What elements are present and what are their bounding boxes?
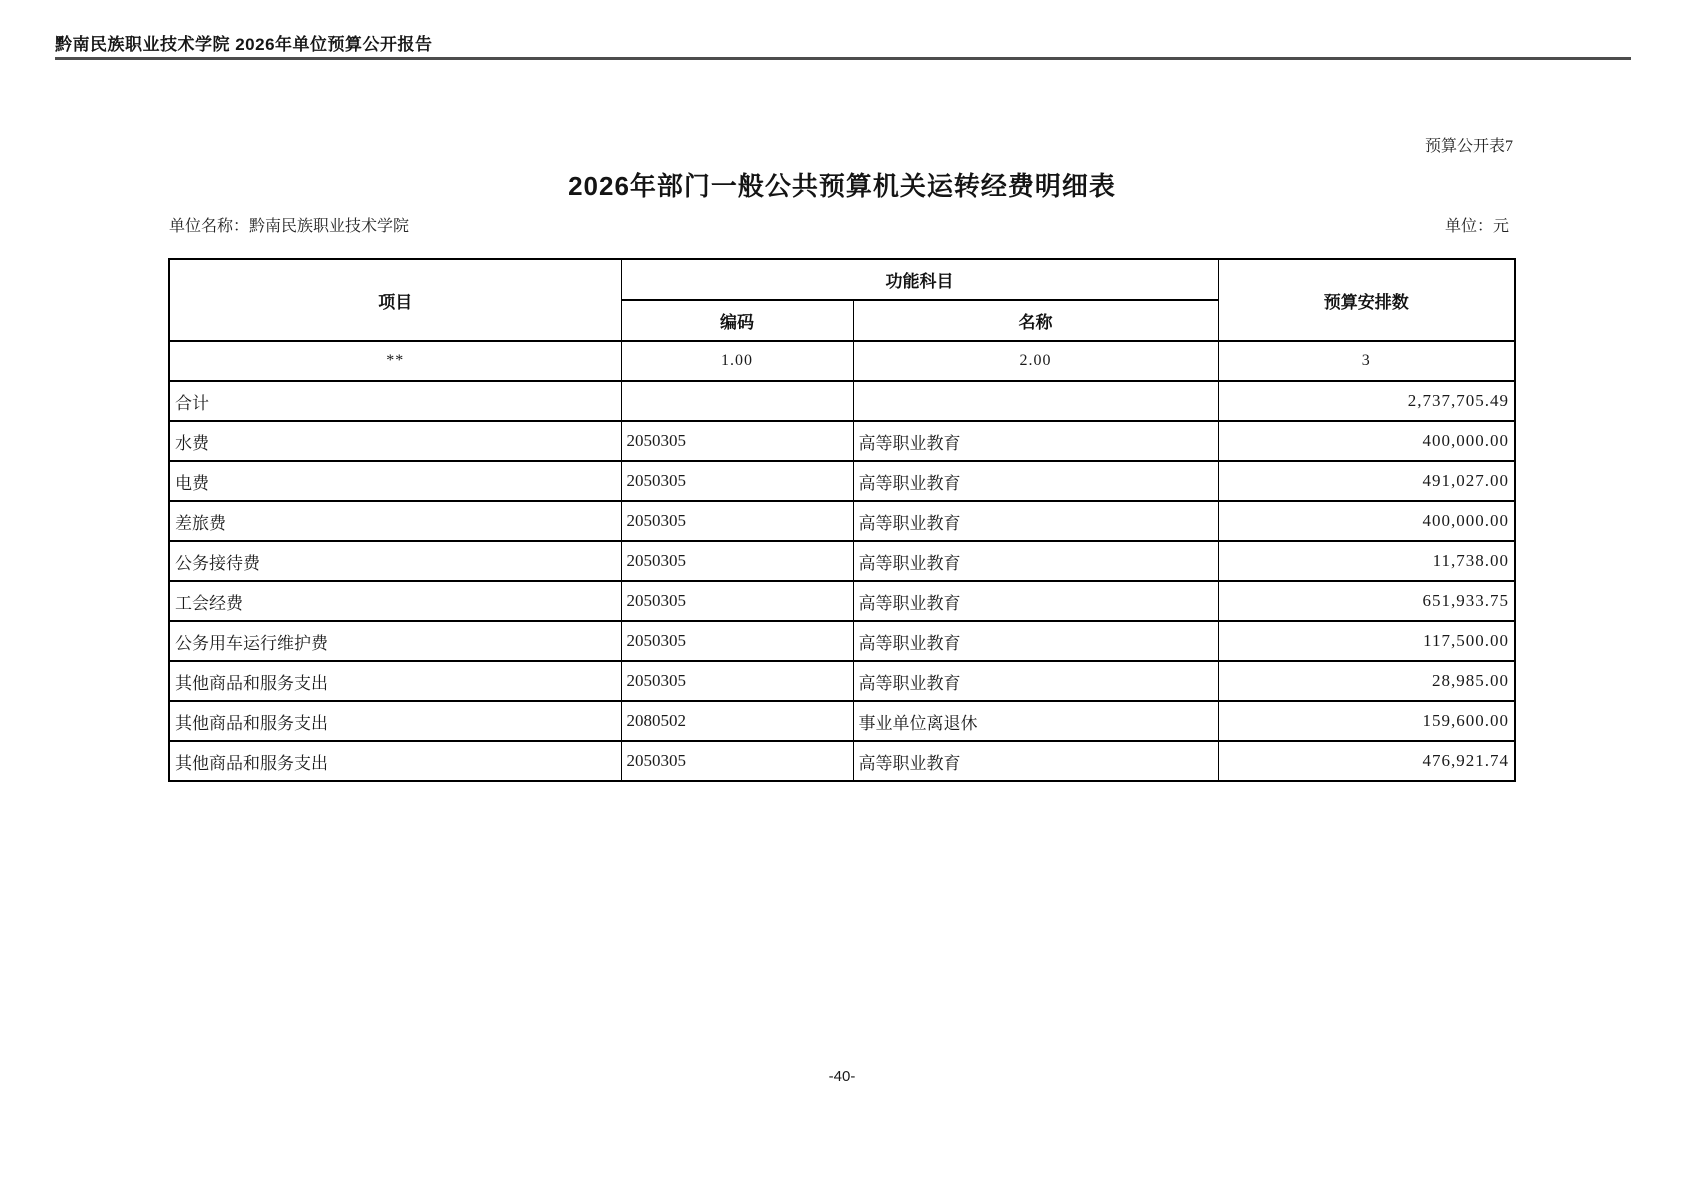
budget-table-header bbox=[169, 259, 1515, 341]
cell-name: 高等职业教育 bbox=[853, 581, 1218, 621]
cell-code: 2050305 bbox=[621, 421, 853, 461]
cell-budget: 476,921.74 bbox=[1218, 741, 1515, 781]
cell-name bbox=[853, 381, 1218, 421]
cell-code: 2050305 bbox=[621, 461, 853, 501]
cell-name: 高等职业教育 bbox=[853, 461, 1218, 501]
cell-budget: 159,600.00 bbox=[1218, 701, 1515, 741]
table-row bbox=[169, 581, 1515, 621]
cell-item: 其他商品和服务支出 bbox=[169, 741, 621, 781]
table-row bbox=[169, 501, 1515, 541]
cell-name: 高等职业教育 bbox=[853, 421, 1218, 461]
cell-item: 工会经费 bbox=[169, 581, 621, 621]
cell-budget: 2,737,705.49 bbox=[1218, 381, 1515, 421]
table-row-total bbox=[169, 381, 1515, 421]
cell-code bbox=[621, 381, 853, 421]
document-header-text: 黔南民族职业技术学院 2026年单位预算公开报告 bbox=[55, 35, 433, 54]
page-title: 2026年部门一般公共预算机关运转经费明细表 bbox=[568, 171, 1116, 201]
col-header-function-group: 功能科目 bbox=[621, 259, 1218, 300]
header-divider bbox=[55, 57, 1631, 60]
table-row bbox=[169, 621, 1515, 661]
cell-code: 2050305 bbox=[621, 661, 853, 701]
cell-budget: 651,933.75 bbox=[1218, 581, 1515, 621]
cell-item: 其他商品和服务支出 bbox=[169, 661, 621, 701]
index-cell-name: 2.00 bbox=[853, 341, 1218, 381]
column-index-row bbox=[169, 341, 1515, 381]
cell-budget: 28,985.00 bbox=[1218, 661, 1515, 701]
cell-budget: 491,027.00 bbox=[1218, 461, 1515, 501]
col-header-item: 项目 bbox=[169, 259, 621, 341]
budget-table-body bbox=[169, 341, 1515, 781]
index-cell-budget: 3 bbox=[1218, 341, 1515, 381]
cell-item: 电费 bbox=[169, 461, 621, 501]
cell-code: 2050305 bbox=[621, 541, 853, 581]
cell-budget: 400,000.00 bbox=[1218, 421, 1515, 461]
cell-item: 公务用车运行维护费 bbox=[169, 621, 621, 661]
index-cell-item: ** bbox=[169, 341, 621, 381]
cell-budget: 117,500.00 bbox=[1218, 621, 1515, 661]
sheet-number-label: 预算公开表7 bbox=[1424, 138, 1513, 155]
cell-name: 高等职业教育 bbox=[853, 621, 1218, 661]
col-header-code: 编码 bbox=[621, 300, 853, 341]
cell-name: 高等职业教育 bbox=[853, 501, 1218, 541]
cell-code: 2080502 bbox=[621, 701, 853, 741]
budget-table bbox=[168, 258, 1516, 782]
table-row bbox=[169, 741, 1515, 781]
cell-name: 高等职业教育 bbox=[853, 661, 1218, 701]
cell-budget: 11,738.00 bbox=[1218, 541, 1515, 581]
cell-code: 2050305 bbox=[621, 621, 853, 661]
cell-item: 公务接待费 bbox=[169, 541, 621, 581]
col-header-budget: 预算安排数 bbox=[1218, 259, 1515, 341]
cell-name: 高等职业教育 bbox=[853, 541, 1218, 581]
page-number: -40- bbox=[828, 1068, 856, 1085]
cell-code: 2050305 bbox=[621, 581, 853, 621]
cell-name: 高等职业教育 bbox=[853, 741, 1218, 781]
index-cell-code: 1.00 bbox=[621, 341, 853, 381]
cell-name: 事业单位离退休 bbox=[853, 701, 1218, 741]
cell-code: 2050305 bbox=[621, 501, 853, 541]
table-row bbox=[169, 421, 1515, 461]
table-row bbox=[169, 701, 1515, 741]
currency-unit-label: 单位：元 bbox=[1444, 218, 1509, 235]
cell-code: 2050305 bbox=[621, 741, 853, 781]
header-row-1 bbox=[169, 259, 1515, 300]
cell-item: 差旅费 bbox=[169, 501, 621, 541]
table-row bbox=[169, 461, 1515, 501]
table-row bbox=[169, 661, 1515, 701]
cell-item: 其他商品和服务支出 bbox=[169, 701, 621, 741]
unit-name-label: 单位名称：黔南民族职业技术学院 bbox=[169, 218, 410, 235]
table-row bbox=[169, 541, 1515, 581]
col-header-name: 名称 bbox=[853, 300, 1218, 341]
cell-item: 合计 bbox=[169, 381, 621, 421]
cell-item: 水费 bbox=[169, 421, 621, 461]
cell-budget: 400,000.00 bbox=[1218, 501, 1515, 541]
